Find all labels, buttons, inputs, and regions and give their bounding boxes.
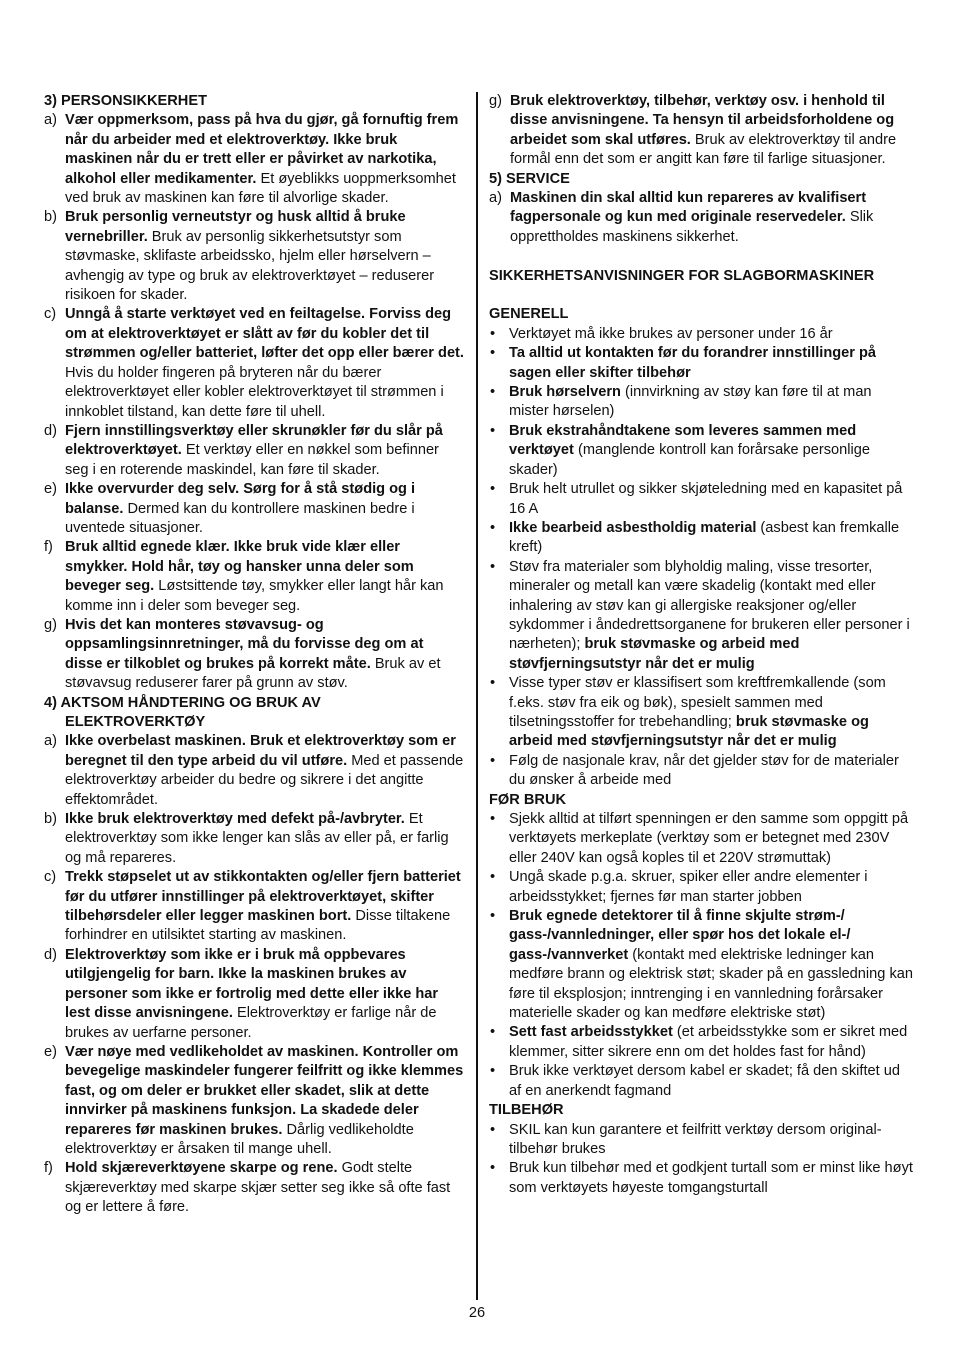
bullet-emphasis: Bruk egnede detektorer til å finne skjulte strøm-/ gass-/vannledninger, eller spør hos det lokale el-/ gass-/vannverket xyxy=(509,908,851,963)
item-text: Løstsittende tøy, smykker eller langt hår kan komme inn i deler som beveger seg. xyxy=(65,578,444,614)
bullet-item xyxy=(489,752,913,791)
item-text: Dårlig vedlikeholdte elektroverktøy er årsaken til mange uhell. xyxy=(65,1121,414,1157)
bullet-text: Følg de nasjonale krav, når det gjelder støv for de materialer du ønsker å arbeide med xyxy=(509,752,899,789)
personal-safety-list xyxy=(44,111,464,693)
bullet-item xyxy=(489,1062,913,1101)
item-emphasis: Elektroverktøy som ikke er i bruk må oppbevares utilgjengelig for barn. Ikke la maskinen brukes av personer som ikke er fortrolig med dette eller ikke har lest disse anvisningene. xyxy=(65,946,439,1022)
bullet-item xyxy=(489,810,913,868)
instruction-item xyxy=(44,732,464,810)
bullet-text: Visse typer støv er klassifisert som kreftfremkallende (som f.eks. støv fra eik og bøk), spesielt sammen med tilsetningsstoffer for trebehandling; xyxy=(509,675,886,730)
bullet-item xyxy=(489,674,913,752)
right-column xyxy=(489,92,913,1198)
item-text: Bruk av elektroverktøy til andre formål enn det som er angitt kan føre til farlige situasjoner. xyxy=(510,131,897,168)
item-emphasis: Ikke overvurder deg selv. Sørg for å stå stødig og i balanse. xyxy=(65,481,416,517)
section-heading-personal-safety: 3) PERSONSIKKERHET xyxy=(44,93,207,109)
bullet-item xyxy=(489,1159,913,1198)
item-emphasis: Fjern innstillingsverktøy eller skrunøkler før du slår på elektroverktøyet. xyxy=(65,422,443,459)
item-marker: d) xyxy=(44,422,57,439)
item-marker: c) xyxy=(44,306,57,323)
instruction-item xyxy=(44,208,464,305)
accessories-heading: TILBEHØR xyxy=(489,1102,564,1119)
item-marker: c) xyxy=(44,869,57,886)
item-text: Hvis du holder fingeren på bryteren når du bærer elektroverktøyet eller kobler elektroverktøyet til strømmen i innkoblet tilstand, kan dette føre til uhell. xyxy=(65,364,444,420)
instruction-item xyxy=(44,422,464,480)
instruction-item xyxy=(44,868,464,946)
bullet-item xyxy=(489,519,913,558)
bullet-item xyxy=(489,907,913,1023)
item-text: Et verktøy eller en nøkkel som befinner seg i en roterende maskindel, kan føre til skader. xyxy=(65,442,439,478)
bullet-emphasis-trailing: bruk støvmaske og arbeid med støvfjerningsutstyr når det er mulig xyxy=(509,713,869,750)
bullet-text: Bruk ikke verktøyet dersom kabel er skadet; få den skiftet ud af en anerkendt fagmand xyxy=(509,1063,900,1099)
bullet-icon: • xyxy=(490,869,496,886)
bullet-icon: • xyxy=(490,1063,496,1080)
instruction-item xyxy=(44,480,464,538)
bullet-icon: • xyxy=(490,1121,496,1138)
item-text: Bruk av personlig sikkerhetsutstyr som støvmaske, sklifaste arbeidssko, hjelm eller hørselvern – avhengig av type og bruk av elektroverktøyet – reduserer risikoen for skader. xyxy=(65,228,435,304)
bullet-item xyxy=(489,422,913,480)
bullet-text: Verktøyet må ikke brukes av personer under 16 år xyxy=(509,325,833,342)
item-marker: a) xyxy=(44,733,57,750)
bullet-item xyxy=(489,383,913,422)
item-marker: a) xyxy=(44,112,57,129)
item-text: Disse tiltakene forhindrer en utilsiktet starting av maskinen. xyxy=(65,908,451,944)
bullet-icon: • xyxy=(490,558,496,575)
bullet-text: (innvirkning av støy kan føre til at man mister hørselen) xyxy=(509,384,872,420)
bullet-item xyxy=(489,1023,913,1062)
bullet-icon: • xyxy=(490,384,496,401)
bullet-emphasis: Ikke bearbeid asbestholdig material xyxy=(509,519,757,536)
bullet-text: Bruk kun tilbehør med et godkjent turtall som er minst like høyt som verktøyets høyeste tomgangsturtall xyxy=(509,1160,913,1196)
tool-use-list-continued xyxy=(489,92,913,170)
bullet-icon: • xyxy=(490,675,496,692)
bullet-icon: • xyxy=(490,422,496,439)
item-emphasis: Vær nøye med vedlikeholdet av maskinen. Kontroller om bevegelige maskindeler fungerer feilfritt og ikke klemmes fast, og om deler er brukket eller skadet, slik at dette innvirker på maskinens funksjon. La skadede deler repareres før maskinen brukes. xyxy=(65,1043,464,1138)
item-emphasis: Hvis det kan monteres støvavsug- og oppsamlingsinnretninger, må du forvisse deg om at disse er tilkoblet og brukes på korrekt måte. xyxy=(65,616,424,672)
item-emphasis: Hold skjæreverktøyene skarpe og rene. xyxy=(65,1160,338,1177)
item-marker: b) xyxy=(44,811,57,828)
bullet-emphasis: Sett fast arbeidsstykket xyxy=(509,1024,673,1041)
bullet-item xyxy=(489,325,913,344)
accessories-bullets xyxy=(489,1121,913,1199)
item-marker: g) xyxy=(489,93,502,109)
instruction-item xyxy=(44,1043,464,1159)
item-emphasis: Trekk støpselet ut av stikkontakten og/eller fjern batteriet før du utfører innstillinger på elektroverktøyet, skifter tilbehørsdeler eller legger maskinen bort. xyxy=(65,869,461,925)
service-list xyxy=(489,189,913,247)
bullet-icon: • xyxy=(490,345,496,362)
item-marker: g) xyxy=(44,616,57,633)
bullet-icon: • xyxy=(490,811,496,827)
bullet-text: Sjekk alltid at tilført spenningen er den samme som oppgitt på verktøyets merkeplate (verktøy som er betegnet med 230V eller 240V kan også koples til et 220V strømuttak) xyxy=(509,811,909,866)
item-emphasis: Bruk elektroverktøy, tilbehør, verktøy osv. i henhold til disse anvisningene. Ta hensyn til arbeidsforholdene og arbeidet som skal utføres. xyxy=(510,93,895,148)
bullet-text: Ungå skade p.g.a. skruer, spiker eller andre elementer i arbeidsstykket; fjernes før man starter jobben xyxy=(509,869,868,905)
instruction-item xyxy=(44,305,464,421)
instruction-item xyxy=(489,92,913,170)
item-text: Slik opprettholdes maskinens sikkerhet. xyxy=(510,209,874,245)
bullet-text: (manglende kontroll kan forårsake personlige skader) xyxy=(509,442,870,478)
bullet-item xyxy=(489,480,913,519)
item-emphasis: Unngå å starte verktøyet ved en feiltagelse. Forviss deg om at elektroverktøyet er slått av før du kobler det til strømmen og/eller batteriet, løfter det opp eller bærer det. xyxy=(65,306,464,362)
item-emphasis: Ikke overbelast maskinen. Bruk et elektroverktøy som er beregnet til den type arbeid du vil utføre. xyxy=(65,733,456,769)
bullet-text: (kontakt med elektriske ledninger kan medføre brann og elektrisk støt; skader på en gassledning kan føre til eksplosjon; inntrenging i en vannledning forårsaker materielle skader og kan medføre elektriske støt) xyxy=(509,946,913,1022)
bullet-icon: • xyxy=(490,908,496,925)
bullet-text: Støv fra materialer som blyholdig maling, visse tresorter, mineraler og metall kan være skadelig (kontakt med eller inhalering av støv kan gi allergiske reaksjoner og/eller sykdommer i åndedrettsorganene for brukeren eller personer i nærheten); xyxy=(509,558,910,653)
bullet-icon: • xyxy=(490,1024,496,1041)
item-marker: f) xyxy=(44,1160,53,1177)
before-use-bullets xyxy=(489,810,913,1101)
instruction-item xyxy=(44,810,464,868)
bullet-icon: • xyxy=(490,325,496,342)
bullet-emphasis: Ta alltid ut kontakten før du forandrer innstillinger på sagen eller skifter tilbehør xyxy=(509,345,877,381)
tool-use-list xyxy=(44,732,464,1217)
column-divider xyxy=(476,92,478,1300)
item-emphasis: Bruk personlig verneutstyr og husk alltid å bruke vernebriller. xyxy=(65,209,406,245)
bullet-item xyxy=(489,868,913,907)
bullet-icon: • xyxy=(490,519,496,536)
item-emphasis: Vær oppmerksom, pass på hva du gjør, gå fornuftig frem når du arbeider med et elektroverktøy. Ikke bruk maskinen når du er trett eller er påvirket av narkotika, alkohol eller medikamenter. xyxy=(65,112,459,187)
item-emphasis: Ikke bruk elektroverktøy med defekt på-/avbryter. xyxy=(65,811,405,828)
item-emphasis: Bruk alltid egnede klær. Ikke bruk vide klær eller smykker. Hold hår, tøy og hansker unna deler som beveger seg. xyxy=(65,539,414,595)
general-bullets xyxy=(489,325,913,791)
bullet-text: SKIL kan kun garantere et feilfritt verktøy dersom original-tilbehør brukes xyxy=(509,1121,882,1157)
bullet-emphasis: Bruk hørselvern xyxy=(509,384,621,401)
bullet-icon: • xyxy=(490,481,496,498)
item-text: Et øyeblikks uoppmerksomhet ved bruk av maskinen kan føre til alvorlige skader. xyxy=(65,170,456,207)
bullet-item xyxy=(489,1121,913,1160)
page-number: 26 xyxy=(468,1305,486,1321)
bullet-icon: • xyxy=(490,752,496,769)
instruction-item xyxy=(44,616,464,694)
item-text: Elektroverktøy er farlige når de brukes av uerfarne personer. xyxy=(65,1005,437,1041)
bullet-item xyxy=(489,344,913,383)
item-marker: e) xyxy=(44,481,57,498)
item-emphasis: Maskinen din skal alltid kun repareres av kvalifisert fagpersonale og kun med originale reservedeler. xyxy=(510,190,867,226)
item-marker: a) xyxy=(489,190,502,207)
item-text: Bruk av et støvavsug reduserer farer på grunn av støv. xyxy=(65,655,441,692)
instruction-item xyxy=(489,189,913,247)
bullet-icon: • xyxy=(490,1160,496,1177)
section-heading-service: 5) SERVICE xyxy=(489,170,570,187)
general-heading: GENERELL xyxy=(489,306,569,323)
before-use-heading: FØR BRUK xyxy=(489,791,567,808)
section-heading-tool-use: 4) AKTSOM HÅNDTERING OG BRUK AV ELEKTROVERKTØY xyxy=(44,694,321,730)
instruction-item xyxy=(44,946,464,1043)
item-text: Dermed kan du kontrollere maskinen bedre i uventede situasjoner. xyxy=(65,500,415,536)
item-marker: d) xyxy=(44,946,57,963)
bullet-text: (et arbeidsstykke som er sikret med klemmer, sitter sikrere enn om det holdes fast for hånd) xyxy=(509,1024,908,1060)
bullet-emphasis-trailing: bruk støvmaske og arbeid med støvfjerningsutstyr når det er mulig xyxy=(509,636,800,672)
bullet-text: Bruk helt utrullet og sikker skjøteledning med en kapasitet på 16 A xyxy=(509,481,903,517)
item-marker: e) xyxy=(44,1043,57,1060)
item-text: Godt stelte skjæreverktøy med skarpe skjær setter seg ikke så ofte fast og er lettere å føre. xyxy=(65,1160,451,1216)
instruction-item xyxy=(44,111,464,208)
item-marker: b) xyxy=(44,209,57,226)
instruction-item xyxy=(44,538,464,616)
bullet-item xyxy=(489,558,913,674)
item-text: Med et passende elektroverktøy arbeider du bedre og sikrere i det angitte effektområdet. xyxy=(65,752,464,808)
bullet-emphasis: Bruk ekstrahåndtakene som leveres sammen med verktøyet xyxy=(509,422,857,459)
item-marker: f) xyxy=(44,539,53,556)
bullet-text: (asbest kan fremkalle kreft) xyxy=(509,519,900,556)
safety-instructions-title: SIKKERHETSANVISNINGER FOR SLAGBORMASKINER xyxy=(489,267,875,284)
instruction-item xyxy=(44,1159,464,1217)
left-column xyxy=(44,92,464,1218)
item-text: Et elektroverktøy som ikke lenger kan slås av eller på, er farlig og må repareres. xyxy=(65,811,449,866)
